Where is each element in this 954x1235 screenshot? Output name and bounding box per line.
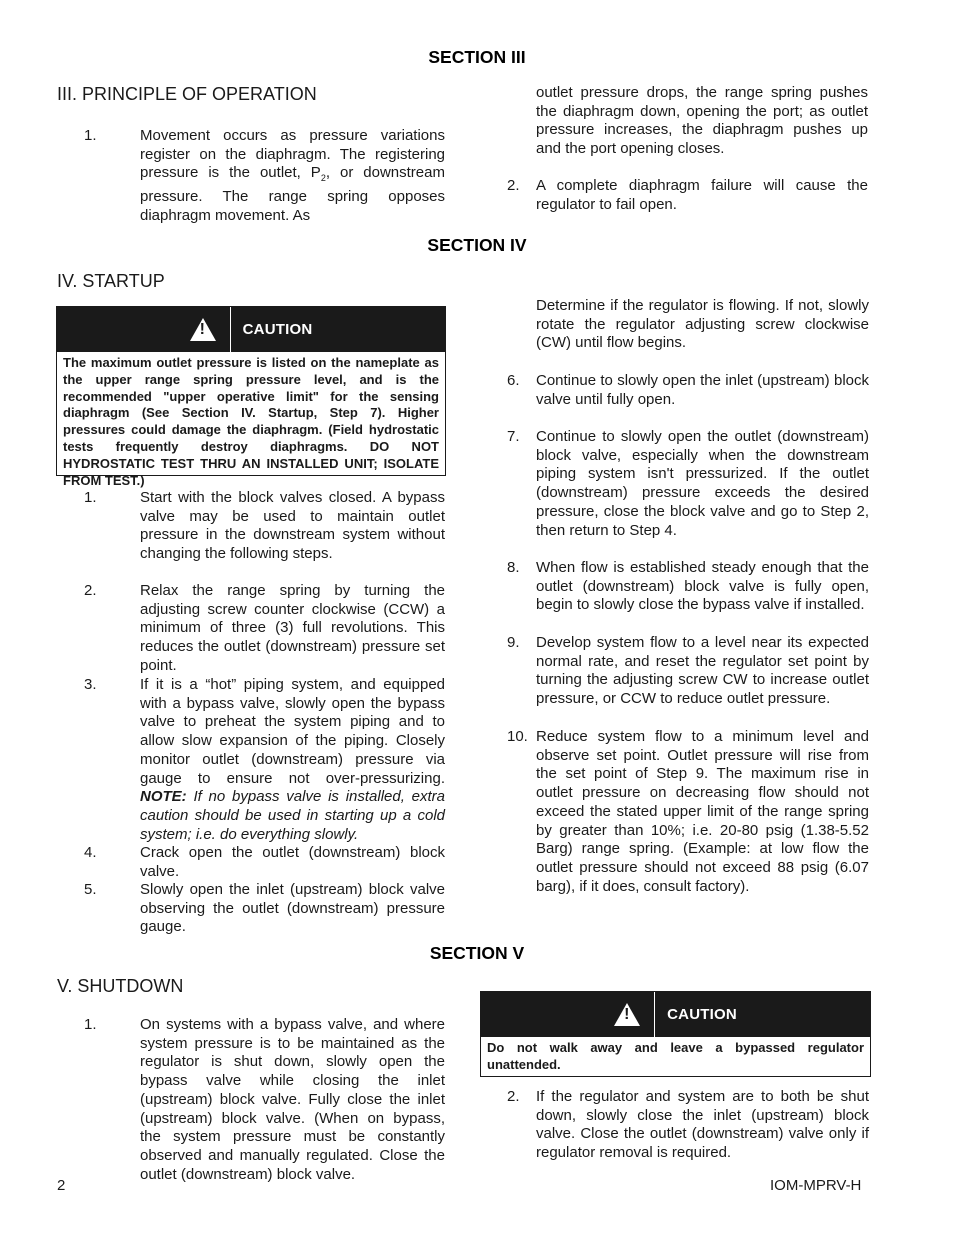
shutdown-caution-box xyxy=(480,991,871,1077)
operation-item-1 xyxy=(84,127,445,226)
startup-step-5 xyxy=(84,881,445,937)
step-text: Slowly open the inlet (upstream) block valve observing the outlet (downstream) pressure gauge. xyxy=(140,881,445,936)
principle-of-operation-title: III. PRINCIPLE OF OPERATION xyxy=(57,84,317,104)
step-text: If the regulator and system are to both be shut down, slowly close the inlet (upstream) block valve. Close the outlet (downstream) valve only if regulator removal is required. xyxy=(536,1088,869,1162)
shutdown-step-2 xyxy=(507,1088,869,1163)
step-text: Develop system flow to a level near its expected normal rate, and reset the regulator set point by turning the adjusting screw CW to increase outlet pressure, or CCW to reduce outlet pressure. xyxy=(536,634,869,708)
item-number: 1. xyxy=(84,127,97,144)
shutdown-step-1 xyxy=(84,1016,445,1184)
startup-step-10 xyxy=(507,728,869,896)
note-text: If no bypass valve is installed, extra caution should be used in starting up a cold system; i.e. do everything slowly. xyxy=(140,788,446,843)
step-number: 1. xyxy=(84,489,97,506)
step-number: 6. xyxy=(507,372,520,389)
note-label: NOTE: xyxy=(140,788,187,806)
step-text: When flow is established steady enough that the outlet (downstream) block valve is fully open, begin to slowly close the bypass valve if installed. xyxy=(536,559,869,614)
warning-icon: ! xyxy=(614,1003,640,1026)
startup-step-6 xyxy=(507,372,869,409)
subscript: 2 xyxy=(320,173,326,184)
step-text: Relax the range spring by turning the adjusting screw counter clockwise (CCW) a minimum of three (3) full revolutions. This reduces the outlet (downstream) pressure set point. xyxy=(140,582,445,674)
startup-step-4 xyxy=(84,844,445,881)
startup-step-1 xyxy=(84,489,445,564)
warning-icon: ! xyxy=(190,318,216,341)
caution-header xyxy=(57,307,445,352)
divider xyxy=(230,307,231,352)
startup-step-2 xyxy=(84,582,445,676)
step-number: 2. xyxy=(507,1088,520,1105)
startup-step-9 xyxy=(507,634,869,709)
startup-step-3 xyxy=(84,676,445,844)
document-id: IOM-MPRV-H xyxy=(770,1177,862,1194)
caution-header xyxy=(481,992,870,1037)
startup-title: IV. STARTUP xyxy=(57,271,165,291)
item-number: 2. xyxy=(507,177,520,194)
page-number: 2 xyxy=(57,1177,66,1194)
item-text-cont: , or downstream pressure. The range spring opposes diaphragm movement. As xyxy=(140,164,445,224)
caution-text: The maximum outlet pressure is listed on the nameplate as the upper range spring pressure level, and is the recommended "upper operative limit" for the sensing diaphragm (See Section IV. Startup, Step 7). Higher pressures could damage the diaphragm. (Field hydrostatic tests frequently destroy diaphragms. DO NOT HYDROSTATIC TEST THRU AN INSTALLED UNIT; ISOLATE FROM TEST.) xyxy=(63,355,439,488)
section-iv-heading: SECTION IV xyxy=(427,235,527,255)
divider xyxy=(654,992,655,1037)
step-number: 8. xyxy=(507,559,520,576)
step-text: Start with the block valves closed. A bypass valve may be used to maintain outlet pressure in the downstream system without changing the following steps. xyxy=(140,489,445,563)
step-number: 7. xyxy=(507,428,520,445)
item-text: Movement occurs as pressure variations register on the diaphragm. The registering pressure is the outlet, P xyxy=(140,127,445,182)
step-number: 4. xyxy=(84,844,97,861)
step-number: 9. xyxy=(507,634,520,651)
caution-text: Do not walk away and leave a bypassed regulator unattended. xyxy=(487,1040,864,1072)
operation-item-1-continued: outlet pressure drops, the range spring pushes the diaphragm down, opening the port; as outlet pressure increases, the diaphragm pushes up and the port opening closes. xyxy=(536,84,868,158)
step-number: 10. xyxy=(507,728,528,745)
step-number: 3. xyxy=(84,676,97,693)
startup-step-5-continued: Determine if the regulator is flowing. If not, slowly rotate the regulator adjusting screw clockwise (CW) until flow begins. xyxy=(536,297,869,352)
startup-caution-box xyxy=(56,306,446,488)
section-iii-heading: SECTION III xyxy=(428,47,526,67)
step-number: 5. xyxy=(84,881,97,898)
caution-label: CAUTION xyxy=(667,1006,737,1023)
section-v-heading: SECTION V xyxy=(429,943,525,963)
step-text: If it is a “hot” piping system, and equipped with a bypass valve, slowly open the bypass valve to preheat the system piping and to allow slow expansion of the piping. Closely monitor outlet (downstream) pressure via gauge to ensure not over-pressurizing. xyxy=(140,676,445,787)
step-text: On systems with a bypass valve, and where system pressure is to be maintained as the regulator is shut down, slowly open the bypass valve while closing the inlet (upstream) block valve. Fully close the inlet (upstream) block valve. (When on bypass, the system pressure must be constantly observed and manually regulated. Close the outlet (downstream) block valve. xyxy=(140,1016,445,1183)
step-text: Reduce system flow to a minimum level and observe set point. Outlet pressure will rise from the set point of Step 9. The maximum rise in outlet pressure on decreasing flow should not exceed the stated upper limit of the range spring by greater than 10%; i.e. 20-80 psig (1.38-5.52 Barg) range spring. (Example: at low flow the outlet pressure should not exceed 88 psig (6.07 barg), if it does, consult factory). xyxy=(536,728,869,895)
operation-item-2 xyxy=(507,177,868,214)
caution-label: CAUTION xyxy=(242,321,313,338)
startup-step-7 xyxy=(507,428,869,540)
step-text: Crack open the outlet (downstream) block valve. xyxy=(140,844,445,880)
step-number: 2. xyxy=(84,582,97,599)
step-number: 1. xyxy=(84,1016,97,1033)
shutdown-title: V. SHUTDOWN xyxy=(57,976,184,996)
step-text: Continue to slowly open the inlet (upstream) block valve until fully open. xyxy=(536,372,869,408)
step-text: Continue to slowly open the outlet (downstream) block valve, especially when the downstream piping system isn't pressurized. If the outlet (downstream) pressure exceeds the desired pressure, close the block valve and go to Step 2, then return to Step 4. xyxy=(536,428,869,539)
item-text: A complete diaphragm failure will cause the regulator to fail open. xyxy=(536,177,868,213)
startup-step-8 xyxy=(507,559,869,615)
